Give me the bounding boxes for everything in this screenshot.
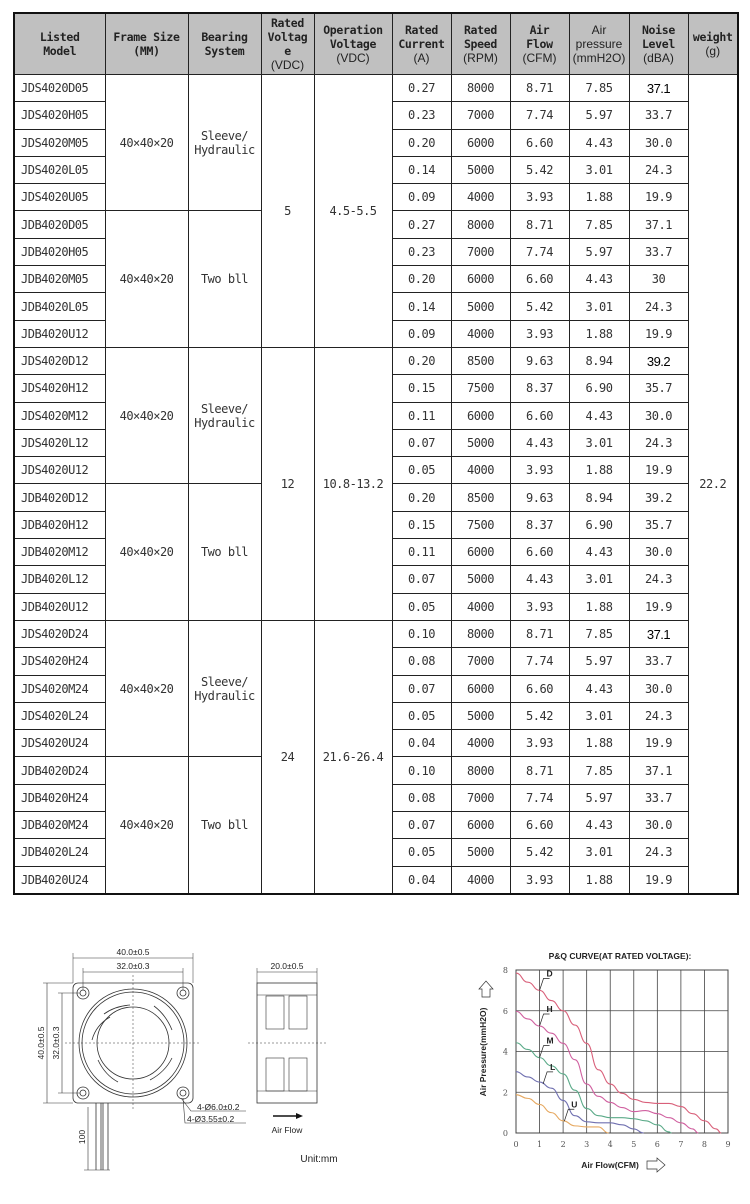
model-cell: JDB4020H12 [14, 511, 105, 538]
chart-y-axis-label: Air Pressure(mmH2O) [478, 1007, 488, 1097]
column-header-listed-model [14, 13, 105, 75]
bearing-cell: Two bll [188, 484, 261, 620]
current-cell: 0.08 [392, 648, 451, 675]
chart-y-tick-label: 4 [502, 1047, 508, 1057]
chart-x-tick-label: 9 [725, 1140, 731, 1149]
air-pressure-cell: 5.97 [569, 102, 629, 129]
column-header-rated-speed [451, 13, 510, 75]
air-flow-cell: 5.42 [510, 702, 569, 729]
noise-cell: 39.2 [629, 347, 688, 374]
noise-cell: 19.9 [629, 866, 688, 894]
operation-voltage-cell: 4.5-5.5 [314, 75, 392, 348]
speed-cell: 7000 [451, 102, 510, 129]
air-pressure-cell: 3.01 [569, 839, 629, 866]
air-flow-cell: 3.93 [510, 730, 569, 757]
current-cell: 0.15 [392, 375, 451, 402]
air-flow-cell: 6.60 [510, 539, 569, 566]
noise-cell: 33.7 [629, 648, 688, 675]
noise-cell: 37.1 [629, 211, 688, 238]
model-cell: JDB4020L05 [14, 293, 105, 320]
current-cell: 0.20 [392, 347, 451, 374]
column-header-title: Bearing System [201, 30, 248, 58]
speed-cell: 4000 [451, 730, 510, 757]
current-cell: 0.10 [392, 620, 451, 647]
speed-cell: 7500 [451, 375, 510, 402]
noise-cell: 35.7 [629, 375, 688, 402]
air-pressure-cell: 5.97 [569, 784, 629, 811]
speed-cell: 7000 [451, 784, 510, 811]
noise-cell: 24.3 [629, 429, 688, 456]
frame-size-cell: 40×40×20 [105, 484, 188, 620]
dim-width-outer-label: 40.0±0.5 [116, 947, 150, 957]
air-pressure-cell: 3.01 [569, 293, 629, 320]
air-flow-cell: 9.63 [510, 484, 569, 511]
rated-voltage-cell: 12 [261, 347, 314, 620]
column-header-unit: (dBA) [643, 51, 674, 65]
rated-voltage-cell: 5 [261, 75, 314, 348]
model-cell: JDS4020H05 [14, 102, 105, 129]
air-pressure-cell: 8.94 [569, 484, 629, 511]
speed-cell: 5000 [451, 293, 510, 320]
chart-curve-label: L [550, 1061, 556, 1072]
bearing-cell: Sleeve/ Hydraulic [188, 347, 261, 483]
air-flow-cell: 8.37 [510, 511, 569, 538]
air-pressure-cell: 1.88 [569, 184, 629, 211]
model-cell: JDS4020M05 [14, 129, 105, 156]
hole-outer-label: 4-Ø6.0±0.2 [197, 1102, 240, 1112]
noise-cell: 35.7 [629, 511, 688, 538]
chart-x-tick-label: 1 [537, 1140, 543, 1149]
noise-cell: 39.2 [629, 484, 688, 511]
model-cell: JDB4020H24 [14, 784, 105, 811]
chart-curve-leader [543, 1072, 553, 1084]
speed-cell: 6000 [451, 129, 510, 156]
air-flow-cell: 3.93 [510, 320, 569, 347]
column-header-title: Operation Voltage [323, 23, 383, 51]
air-pressure-cell: 1.88 [569, 593, 629, 620]
operation-voltage-cell: 21.6-26.4 [314, 620, 392, 893]
speed-cell: 7000 [451, 238, 510, 265]
speed-cell: 7500 [451, 511, 510, 538]
air-flow-cell: 8.71 [510, 620, 569, 647]
column-header-weight [688, 13, 738, 75]
air-pressure-cell: 3.01 [569, 429, 629, 456]
model-cell: JDB4020L24 [14, 839, 105, 866]
model-cell: JDB4020M12 [14, 539, 105, 566]
noise-cell: 33.7 [629, 238, 688, 265]
air-flow-cell: 7.74 [510, 784, 569, 811]
air-pressure-cell: 4.43 [569, 812, 629, 839]
current-cell: 0.08 [392, 784, 451, 811]
air-pressure-cell: 1.88 [569, 457, 629, 484]
air-flow-cell: 6.60 [510, 402, 569, 429]
air-pressure-cell: 5.97 [569, 648, 629, 675]
model-cell: JDB4020U24 [14, 866, 105, 894]
bearing-cell: Sleeve/ Hydraulic [188, 620, 261, 756]
speed-cell: 6000 [451, 266, 510, 293]
frame-size-cell: 40×40×20 [105, 757, 188, 894]
chart-curve-label: H [546, 1004, 553, 1015]
column-header-unit: (g) [705, 44, 721, 58]
air-flow-cell: 6.60 [510, 812, 569, 839]
unit-label: Unit:mm [300, 1154, 338, 1165]
column-header-bearing-system [188, 13, 261, 75]
model-cell: JDB4020D12 [14, 484, 105, 511]
chart-series-line-D [516, 973, 721, 1133]
noise-cell: 33.7 [629, 102, 688, 129]
drawings-section [0, 930, 750, 1200]
noise-cell: 37.1 [629, 75, 688, 102]
table-row [14, 75, 738, 102]
chart-curve-label: D [546, 968, 553, 979]
column-header-title: Frame Size (MM) [113, 30, 180, 58]
column-header-rated-current [392, 13, 451, 75]
air-flow-cell: 6.60 [510, 129, 569, 156]
speed-cell: 5000 [451, 566, 510, 593]
noise-cell: 30.0 [629, 539, 688, 566]
column-header-title: Rated Voltag e [267, 16, 308, 58]
table-header-row [14, 13, 738, 75]
model-cell: JDS4020D24 [14, 620, 105, 647]
air-flow-cell: 7.74 [510, 238, 569, 265]
current-cell: 0.05 [392, 839, 451, 866]
current-cell: 0.07 [392, 566, 451, 593]
air-flow-cell: 9.63 [510, 347, 569, 374]
current-cell: 0.04 [392, 866, 451, 894]
hole-inner-label: 4-Ø3.55±0.2 [187, 1114, 235, 1124]
speed-cell: 4000 [451, 866, 510, 894]
current-cell: 0.20 [392, 266, 451, 293]
chart-x-tick-label: 5 [631, 1140, 637, 1149]
noise-cell: 30.0 [629, 129, 688, 156]
y-axis-arrow-icon [479, 981, 493, 997]
chart-x-tick-label: 0 [513, 1140, 519, 1149]
speed-cell: 4000 [451, 320, 510, 347]
air-flow-cell: 3.93 [510, 593, 569, 620]
speed-cell: 4000 [451, 593, 510, 620]
air-pressure-cell: 7.85 [569, 75, 629, 102]
fan-side-view-drawing [248, 968, 328, 1103]
model-cell: JDS4020U05 [14, 184, 105, 211]
chart-x-ticks [513, 1140, 730, 1149]
model-cell: JDB4020D05 [14, 211, 105, 238]
air-pressure-cell: 7.85 [569, 757, 629, 784]
air-flow-cell: 6.60 [510, 266, 569, 293]
noise-cell: 19.9 [629, 320, 688, 347]
air-flow-cell: 4.43 [510, 429, 569, 456]
frame-size-cell: 40×40×20 [105, 75, 188, 211]
model-cell: JDS4020M24 [14, 675, 105, 702]
chart-grid [516, 970, 728, 1133]
air-flow-cell: 6.60 [510, 675, 569, 702]
current-cell: 0.11 [392, 539, 451, 566]
column-header-operation-voltage [314, 13, 392, 75]
column-header-noise-level [629, 13, 688, 75]
current-cell: 0.20 [392, 484, 451, 511]
dim-width-inner-label: 32.0±0.3 [116, 961, 150, 971]
column-header-unit: (RPM) [463, 51, 498, 65]
dim-depth-label: 20.0±0.5 [270, 961, 304, 971]
frame-size-cell: 40×40×20 [105, 347, 188, 483]
air-pressure-cell: 4.43 [569, 129, 629, 156]
chart-x-tick-label: 8 [701, 1140, 707, 1149]
current-cell: 0.23 [392, 238, 451, 265]
speed-cell: 6000 [451, 402, 510, 429]
speed-cell: 8000 [451, 75, 510, 102]
model-cell: JDB4020M24 [14, 812, 105, 839]
noise-cell: 24.3 [629, 702, 688, 729]
model-cell: JDB4020H05 [14, 238, 105, 265]
chart-y-tick-label: 8 [502, 966, 508, 975]
current-cell: 0.23 [392, 102, 451, 129]
chart-x-tick-label: 4 [607, 1140, 613, 1149]
table-row [14, 347, 738, 374]
air-pressure-cell: 5.97 [569, 238, 629, 265]
air-pressure-cell: 7.85 [569, 620, 629, 647]
model-cell: JDS4020H12 [14, 375, 105, 402]
rated-voltage-cell: 24 [261, 620, 314, 893]
lead-length-label: 100 [77, 1129, 87, 1145]
current-cell: 0.09 [392, 184, 451, 211]
speed-cell: 5000 [451, 429, 510, 456]
air-pressure-cell: 7.85 [569, 211, 629, 238]
operation-voltage-cell: 10.8-13.2 [314, 347, 392, 620]
current-cell: 0.07 [392, 675, 451, 702]
speed-cell: 8500 [451, 347, 510, 374]
chart-x-tick-label: 6 [654, 1140, 660, 1149]
noise-cell: 30.0 [629, 675, 688, 702]
noise-cell: 19.9 [629, 184, 688, 211]
weight-cell: 22.2 [688, 75, 738, 894]
column-header-unit: (CFM) [522, 51, 557, 65]
current-cell: 0.05 [392, 702, 451, 729]
noise-cell: 37.1 [629, 757, 688, 784]
speed-cell: 8000 [451, 211, 510, 238]
model-cell: JDS4020L05 [14, 156, 105, 183]
noise-cell: 37.1 [629, 620, 688, 647]
speed-cell: 5000 [451, 702, 510, 729]
fan-lead-wires [96, 1103, 108, 1170]
column-header-title: Listed Model [39, 30, 80, 58]
air-flow-cell: 7.74 [510, 648, 569, 675]
model-cell: JDS4020L24 [14, 702, 105, 729]
chart-y-tick-label: 6 [502, 1006, 508, 1016]
noise-cell: 30.0 [629, 402, 688, 429]
air-flow-cell: 4.43 [510, 566, 569, 593]
speed-cell: 5000 [451, 156, 510, 183]
current-cell: 0.27 [392, 211, 451, 238]
current-cell: 0.15 [392, 511, 451, 538]
column-header-rated-voltage [261, 13, 314, 75]
airflow-label: Air Flow [271, 1125, 303, 1135]
bearing-cell: Sleeve/ Hydraulic [188, 75, 261, 211]
fan-front-view-drawing [43, 953, 246, 1170]
speed-cell: 7000 [451, 648, 510, 675]
dim-height-inner-label: 32.0±0.3 [51, 1026, 61, 1060]
fan-blades [92, 1005, 172, 1082]
airflow-arrow-icon [273, 1113, 303, 1119]
model-cell: JDS4020H24 [14, 648, 105, 675]
noise-cell: 33.7 [629, 784, 688, 811]
column-header-title: Noise Level [641, 23, 676, 51]
model-cell: JDS4020D12 [14, 347, 105, 374]
chart-curve-label: M [546, 1035, 554, 1046]
air-pressure-cell: 6.90 [569, 511, 629, 538]
chart-y-tick-label: 2 [502, 1088, 508, 1098]
chart-series-line-H [516, 1011, 698, 1133]
speed-cell: 6000 [451, 539, 510, 566]
current-cell: 0.14 [392, 156, 451, 183]
current-cell: 0.05 [392, 457, 451, 484]
model-cell: JDS4020U12 [14, 457, 105, 484]
current-cell: 0.07 [392, 429, 451, 456]
air-pressure-cell: 4.43 [569, 539, 629, 566]
speed-cell: 4000 [451, 457, 510, 484]
model-cell: JDB4020L12 [14, 566, 105, 593]
air-pressure-cell: 6.90 [569, 375, 629, 402]
noise-cell: 19.9 [629, 730, 688, 757]
dim-height-outer-label: 40.0±0.5 [36, 1026, 46, 1060]
drawings-svg [0, 930, 750, 1200]
pq-curve-chart [478, 951, 731, 1172]
air-flow-cell: 5.42 [510, 839, 569, 866]
chart-curve-labels [540, 968, 578, 1121]
speed-cell: 6000 [451, 675, 510, 702]
air-pressure-cell: 3.01 [569, 702, 629, 729]
speed-cell: 8000 [451, 757, 510, 784]
fan-spec-table [13, 12, 739, 895]
air-flow-cell: 5.42 [510, 293, 569, 320]
chart-series [516, 973, 721, 1133]
air-pressure-cell: 1.88 [569, 730, 629, 757]
column-header-air-pressure [569, 13, 629, 75]
chart-curve-leader [540, 978, 550, 990]
chart-x-axis-label: Air Flow(CFM) [581, 1160, 639, 1170]
current-cell: 0.27 [392, 75, 451, 102]
table-row [14, 620, 738, 647]
noise-cell: 24.3 [629, 293, 688, 320]
model-cell: JDS4020U24 [14, 730, 105, 757]
chart-curve-label: U [571, 1099, 578, 1110]
x-axis-arrow-icon [647, 1158, 665, 1172]
noise-cell: 19.9 [629, 457, 688, 484]
air-flow-cell: 3.93 [510, 866, 569, 894]
noise-cell: 30.0 [629, 812, 688, 839]
chart-x-tick-label: 3 [584, 1140, 590, 1149]
current-cell: 0.07 [392, 812, 451, 839]
column-header-frame-size [105, 13, 188, 75]
bearing-cell: Two bll [188, 757, 261, 894]
noise-cell: 24.3 [629, 839, 688, 866]
air-flow-cell: 8.37 [510, 375, 569, 402]
air-pressure-cell: 4.43 [569, 675, 629, 702]
air-pressure-cell: 3.01 [569, 566, 629, 593]
speed-cell: 8000 [451, 620, 510, 647]
model-cell: JDS4020M12 [14, 402, 105, 429]
current-cell: 0.09 [392, 320, 451, 347]
bearing-cell: Two bll [188, 211, 261, 347]
model-cell: JDS4020L12 [14, 429, 105, 456]
speed-cell: 5000 [451, 839, 510, 866]
air-flow-cell: 3.93 [510, 184, 569, 211]
current-cell: 0.20 [392, 129, 451, 156]
column-header-unit: (A) [413, 51, 430, 65]
column-header-title: Air Flow [526, 23, 553, 51]
column-header-unit: (VDC) [270, 58, 305, 72]
air-pressure-cell: 8.94 [569, 347, 629, 374]
frame-size-cell: 40×40×20 [105, 211, 188, 347]
air-pressure-cell: 1.88 [569, 866, 629, 894]
current-cell: 0.14 [392, 293, 451, 320]
air-pressure-cell: 1.88 [569, 320, 629, 347]
column-header-title: Rated Current [398, 23, 445, 51]
current-cell: 0.05 [392, 593, 451, 620]
noise-cell: 24.3 [629, 566, 688, 593]
speed-cell: 6000 [451, 812, 510, 839]
noise-cell: 30 [629, 266, 688, 293]
model-cell: JDS4020D05 [14, 75, 105, 102]
air-flow-cell: 8.71 [510, 757, 569, 784]
current-cell: 0.10 [392, 757, 451, 784]
air-flow-cell: 8.71 [510, 211, 569, 238]
current-cell: 0.04 [392, 730, 451, 757]
speed-cell: 4000 [451, 184, 510, 211]
column-header-title: Rated Speed [463, 23, 498, 51]
table-body [14, 75, 738, 894]
model-cell: JDB4020U12 [14, 593, 105, 620]
column-header-title: weight [692, 30, 733, 44]
air-pressure-cell: 4.43 [569, 266, 629, 293]
air-pressure-cell: 4.43 [569, 402, 629, 429]
air-flow-cell: 7.74 [510, 102, 569, 129]
noise-cell: 24.3 [629, 156, 688, 183]
air-pressure-cell: 3.01 [569, 156, 629, 183]
noise-cell: 19.9 [629, 593, 688, 620]
chart-y-tick-label: 0 [502, 1129, 508, 1138]
model-cell: JDB4020M05 [14, 266, 105, 293]
air-flow-cell: 8.71 [510, 75, 569, 102]
column-header-air-flow [510, 13, 569, 75]
chart-curve-leader [540, 1014, 550, 1026]
model-cell: JDB4020U12 [14, 320, 105, 347]
current-cell: 0.11 [392, 402, 451, 429]
chart-x-tick-label: 7 [678, 1140, 684, 1149]
column-header-unit: Air pressure (mmH2O) [572, 23, 626, 65]
air-flow-cell: 5.42 [510, 156, 569, 183]
frame-size-cell: 40×40×20 [105, 620, 188, 756]
speed-cell: 8500 [451, 484, 510, 511]
chart-title: P&Q CURVE(AT RATED VOLTAGE): [548, 951, 692, 961]
model-cell: JDB4020D24 [14, 757, 105, 784]
chart-x-tick-label: 2 [560, 1140, 566, 1149]
column-header-unit: (VDC) [336, 51, 370, 65]
chart-y-ticks [503, 966, 508, 1138]
air-flow-cell: 3.93 [510, 457, 569, 484]
